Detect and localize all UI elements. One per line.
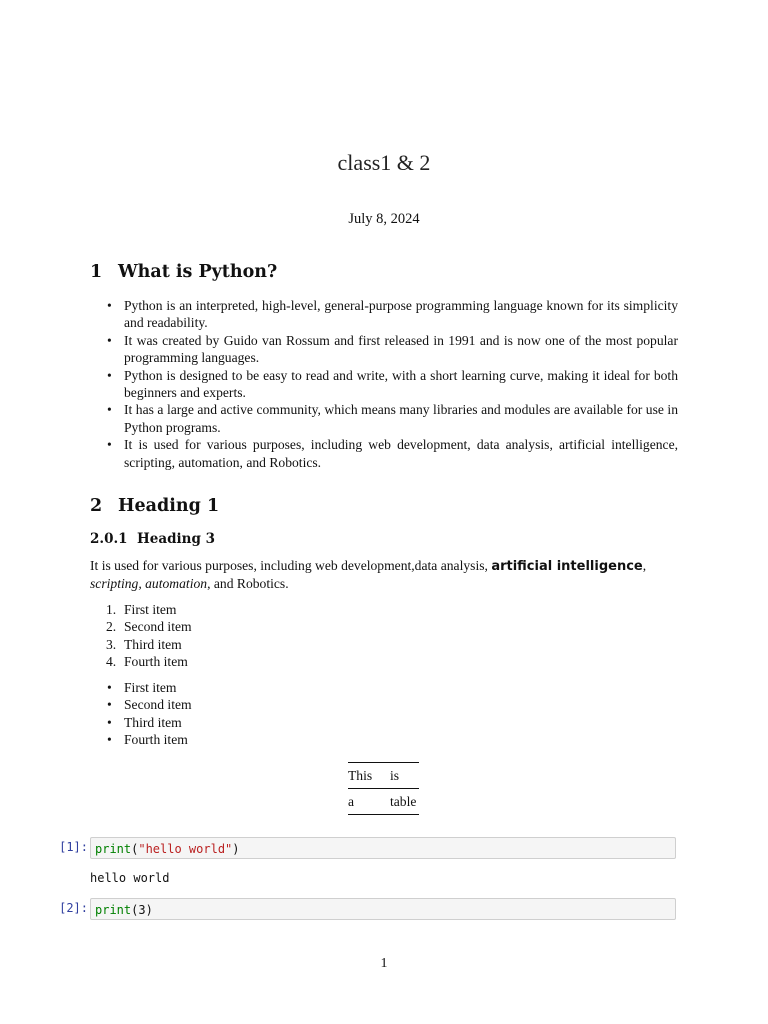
cell-output: hello world (90, 871, 170, 885)
subsection-number: 2.0.1 (90, 531, 128, 547)
list-item (90, 601, 192, 618)
list-item: • Python is designed to be easy to read and write, with a short learning curve, making it ideal for both beginners and experts. (90, 367, 678, 402)
code-input[interactable] (90, 898, 676, 920)
section-number: 2 (90, 496, 103, 516)
list-item: • Third item (90, 714, 192, 731)
section-number: 1 (90, 262, 103, 282)
table-cell: This (348, 763, 390, 789)
list-item: • It is used for various purposes, including web development, data analysis, artificial intelligence, scripting, automation, and Robotics. (90, 436, 678, 471)
code-string: "hello world" (138, 842, 233, 856)
body-paragraph (90, 557, 678, 593)
list-marker: 2. (106, 619, 117, 635)
code-paren: ) (145, 903, 153, 917)
list-item: • Fourth item (90, 731, 192, 748)
document-title: class1 & 2 (337, 150, 431, 175)
page-number: 1 (380, 956, 388, 971)
code-paren: ( (131, 842, 139, 856)
list-item (90, 653, 192, 670)
document-date: July 8, 2024 (348, 211, 420, 227)
paragraph-italic-text: scripting, automation (90, 576, 208, 592)
code-input[interactable] (90, 837, 676, 859)
list-item: • Python is an interpreted, high-level, general-purpose programming language known for its simplicity and readability. (90, 297, 678, 332)
table-cell: is (390, 763, 419, 789)
section-heading-heading-1 (90, 496, 219, 516)
paragraph-text: , (642, 558, 647, 573)
list-item: • It has a large and active community, which means many libraries and modules are available for use in Python programs. (90, 401, 678, 436)
list-item-text: Third item (124, 636, 182, 652)
code-function: print (95, 842, 132, 856)
list-item: • Second item (90, 696, 192, 713)
list-item: • First item (90, 679, 192, 696)
table-row (348, 789, 419, 815)
code-paren: ) (232, 842, 240, 856)
section-heading-what-is-python (90, 262, 277, 282)
subsection-heading-heading-3 (90, 531, 215, 547)
code-number: 3 (138, 903, 146, 917)
list-marker: 4. (106, 654, 117, 670)
paragraph-text: , and Robotics. (207, 576, 289, 592)
ordered-list (90, 601, 192, 671)
cell-prompt: [1]: (59, 840, 88, 854)
paragraph-text: It is used for various purposes, including web development,data analysis, (90, 558, 492, 573)
paragraph-bold-text: artificial intelligence (491, 559, 643, 574)
list-item (90, 618, 192, 635)
table-cell: a (348, 789, 390, 815)
list-item (90, 636, 192, 653)
python-bullet-list (90, 297, 678, 471)
unordered-list (90, 679, 192, 749)
list-item-text: Fourth item (124, 654, 188, 670)
sample-table (348, 762, 419, 815)
code-paren: ( (131, 903, 139, 917)
code-function: print (95, 903, 132, 917)
section-title: What is Python? (118, 262, 278, 282)
list-marker: 3. (106, 636, 117, 652)
list-item-text: First item (124, 602, 177, 617)
cell-prompt: [2]: (59, 901, 88, 915)
section-title: Heading 1 (118, 496, 220, 516)
subsection-title: Heading 3 (137, 531, 216, 547)
list-marker: 1. (106, 602, 117, 617)
list-item-text: Second item (124, 619, 192, 635)
table-cell: table (390, 789, 419, 815)
list-item: • It was created by Guido van Rossum and first released in 1991 and is now one of the most popular programming languages. (90, 332, 678, 367)
table-row (348, 763, 419, 789)
